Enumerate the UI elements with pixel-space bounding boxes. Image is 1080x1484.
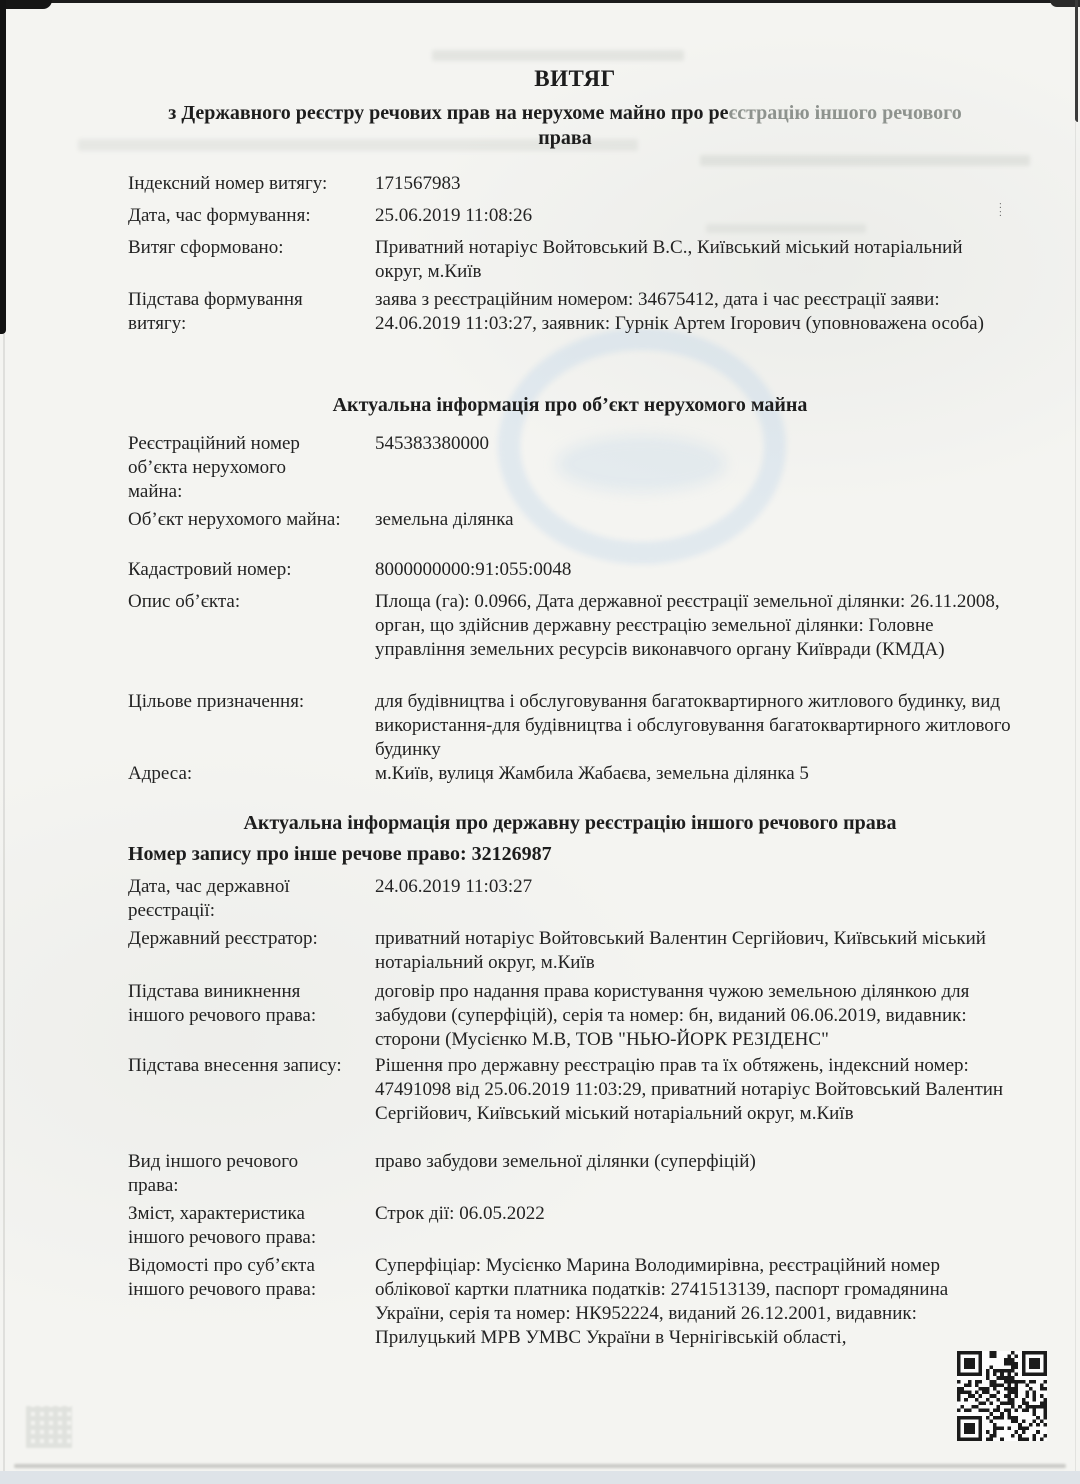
field-row (128, 236, 1012, 284)
field-row (128, 980, 1012, 1052)
field-row (128, 288, 1012, 336)
scan-edge-right-faint (1075, 122, 1076, 1472)
section-heading-object: Актуальна інформація про об’єкт нерухомого майна (332, 394, 808, 416)
field-label: Цільове призначення: (128, 691, 305, 712)
field-row (128, 1202, 1012, 1250)
field-label: Підстава внесення запису: (128, 1055, 342, 1076)
scan-smudge-bottom (14, 1464, 1066, 1468)
subtitle-line2: права (538, 127, 592, 149)
field-value: Рішення про державну реєстрацію прав та їх обтяжень, індексний номер: 47491098 від 25.06.2019 11:03:29, приватний нотаріус Войтовський Валентин Сергійович, Київський міський нотаріальний округ, м.Київ (375, 1055, 1004, 1124)
field-label: Відомості про суб’єкта іншого речового права: (128, 1255, 317, 1300)
field-value: м.Київ, вулиця Жамбила Жабаєва, земельна ділянка 5 (375, 763, 809, 784)
field-value: Строк дії: 06.05.2022 (375, 1203, 545, 1224)
field-value: право забудови земельної ділянки (суперфіцій) (375, 1151, 756, 1172)
field-label: Опис об’єкта: (128, 591, 241, 612)
field-row (128, 172, 1012, 196)
field-label: Індексний номер витягу: (128, 173, 328, 194)
field-value: договір про надання права користування чужою земельною ділянкою для забудови (суперфіцій), серія та номер: бн, виданий 06.06.2019, видавник: сторони (Мусієнко М.В, ТОВ "НЬЮ-ЙОРК РЕЗІДЕНС" (375, 981, 970, 1050)
bleed-through-text (432, 50, 684, 61)
field-label: Адреса: (128, 763, 193, 784)
subtitle-faded-part: єстрацію іншого речового (728, 102, 962, 124)
field-value: 25.06.2019 11:08:26 (375, 205, 533, 226)
field-row (128, 1054, 1012, 1126)
field-label: Вид іншого речового права: (128, 1151, 299, 1196)
field-label: Підстава виникнення іншого речового права: (128, 981, 317, 1026)
field-label: Підстава формування витягу: (128, 289, 303, 334)
section-heading-right: Актуальна інформація про державну реєстрацію іншого речового права (243, 812, 897, 834)
field-row (128, 432, 1012, 504)
field-label: Зміст, характеристика іншого речового права: (128, 1203, 317, 1248)
document-subtitle (60, 101, 1070, 151)
field-label: Кадастровий номер: (128, 559, 292, 580)
qr-code (957, 1351, 1047, 1441)
field-label: Витяг сформовано: (128, 237, 284, 258)
subtitle-main: з Державного реєстру речових прав на нерухоме майно про ре (168, 102, 729, 124)
scan-corner-top-left (0, 0, 52, 9)
scan-edge-left-faint (3, 334, 5, 1472)
field-label: Об’єкт нерухомого майна: (128, 509, 341, 530)
scan-edge-right (1075, 0, 1078, 122)
field-value: 545383380000 (375, 433, 489, 454)
field-row (128, 927, 1012, 975)
field-label: Реєстраційний номер об’єкта нерухомого майна: (128, 433, 300, 502)
field-row (128, 875, 1012, 923)
field-value: земельна ділянка (375, 509, 514, 530)
field-value: 24.06.2019 11:03:27 (375, 876, 533, 897)
field-value: для будівництва і обслуговування багатоквартирного житлового будинку, вид використання-для будівництва і обслуговування багатоквартирного житлового будинку (375, 691, 1011, 760)
scan-edge-left (0, 0, 6, 334)
scan-edge-bottom (0, 1471, 1080, 1484)
field-row (128, 690, 1012, 762)
scan-edge-top (0, 0, 1080, 3)
bleed-through-text (700, 155, 1030, 166)
field-row (128, 558, 1012, 582)
field-value: Суперфіціар: Мусієнко Марина Володимирівна, реєстраційний номер облікової картки платника податків: 2741513139, паспорт громадянина України, серія та номер: НК952224, виданий 26.12.2001, видавник: Прилуцький МРВ УМВС України в Чернігівській області, (375, 1255, 949, 1348)
field-label: Державний реєстратор: (128, 928, 318, 949)
field-value: Приватний нотаріус Войтовський В.С., Київський міський нотаріальний округ, м.Київ (375, 237, 963, 282)
field-value: приватний нотаріус Войтовський Валентин Сергійович, Київський міський нотаріальний округ, м.Київ (375, 928, 986, 973)
field-row (128, 762, 1012, 786)
field-row (128, 1254, 1012, 1350)
field-row (128, 200, 1012, 228)
scan-dots-artifact: : : (999, 200, 1002, 219)
field-value: заява з реєстраційним номером: 34675412, дата і час реєстрації заяви: 24.06.2019 11:03:27, заявник: Гурнік Артем Ігорович (уповноважена особа) (375, 289, 984, 334)
record-number-line: Номер запису про інше речове право: 32126987 (128, 843, 552, 865)
field-value: 171567983 (375, 173, 461, 194)
field-value: Площа (га): 0.0966, Дата державної реєстрації земельної ділянки: 26.11.2008, орган, що здійснив державну реєстрацію земельної ділянки: Головне управління земельних ресурсів виконавчого органу Київради (КМДА) (375, 591, 1000, 660)
field-label: Дата, час державної реєстрації: (128, 876, 290, 921)
field-row (128, 508, 1012, 532)
field-row (128, 1150, 1012, 1198)
bleed-through-stamp (26, 1406, 72, 1448)
field-row (128, 590, 1012, 662)
document-title: ВИТЯГ (534, 66, 616, 91)
field-label: Дата, час формування: (128, 205, 311, 226)
field-value: 8000000000:91:055:0048 (375, 559, 572, 580)
